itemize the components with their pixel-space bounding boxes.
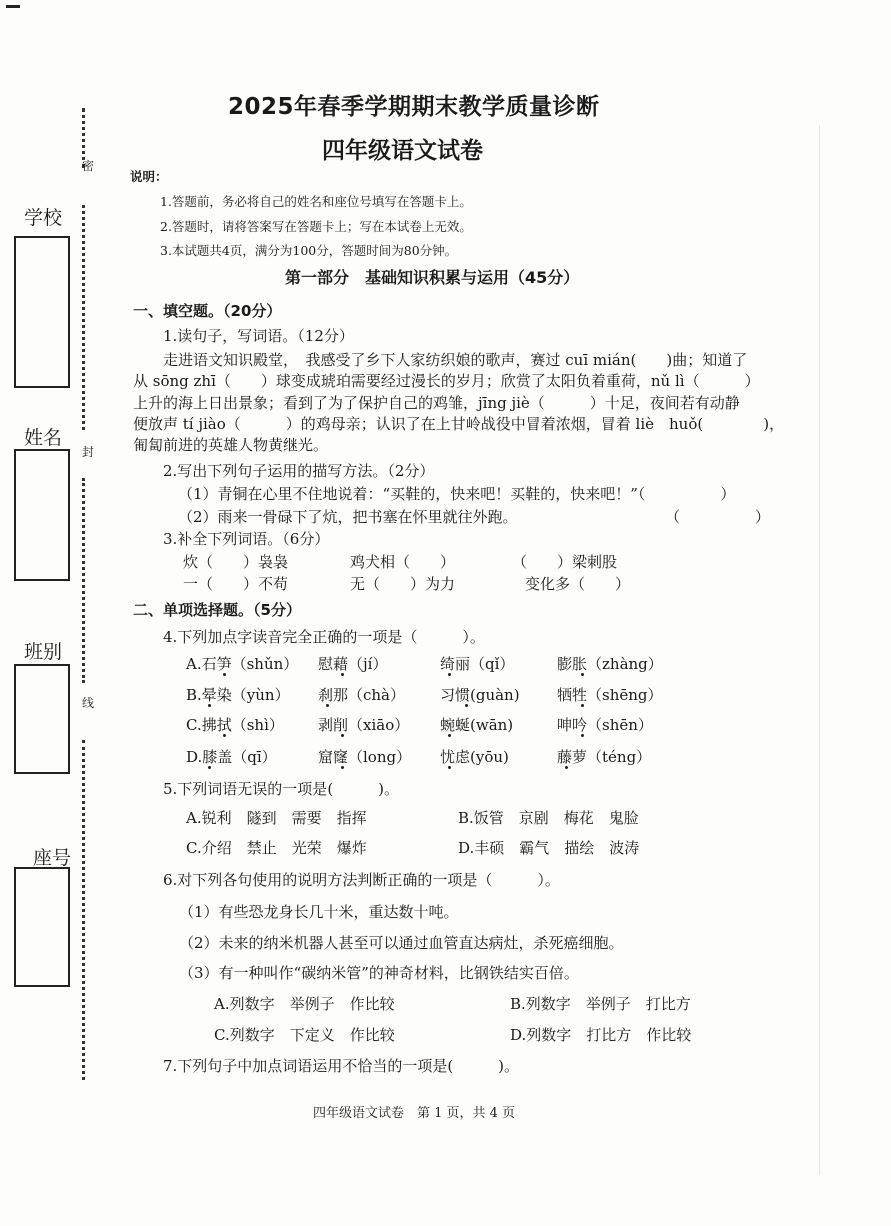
- q4-word: 膨胀（zhàng）: [557, 655, 663, 673]
- q1-text-line: 上升的海上日出景象；看到了为了保护自己的鸡雏，jīng jiè（ ）十足，夜间若有动静: [133, 394, 740, 412]
- emphasis-dot: [223, 673, 226, 676]
- q1-title: 1.读句子，写词语。（12分）: [163, 327, 354, 345]
- q1-text-line: 从 sōng zhī（ ）球变成琥珀需要经过漫长的岁月；欣赏了太阳负着重荷，nǔ lì（ ）: [133, 372, 760, 390]
- exam-subtitle: 四年级语文试卷: [322, 138, 483, 164]
- q4-word: 呻吟（shēn）: [557, 716, 653, 734]
- class-label: 班别: [24, 641, 63, 663]
- q4-word: 藤萝（téng）: [557, 748, 652, 766]
- name-label: 姓名: [24, 427, 63, 449]
- emphasis-dot: [341, 734, 344, 737]
- q4-word: 窟窿（long）: [318, 748, 412, 766]
- q4-word: 蜿蜒(wān): [440, 716, 514, 734]
- q3-title: 3.补全下列词语。（6分）: [163, 530, 330, 548]
- instructions-heading: 说明：: [130, 169, 168, 184]
- q4-word: 绮丽（qǐ）: [440, 655, 515, 673]
- q1-text-line: 匍匐前进的英雄人物黄继光。: [133, 436, 329, 454]
- emphasis-dot: [341, 673, 344, 676]
- seat-label: 座号: [33, 847, 72, 869]
- q4-word: 习惯(guàn): [440, 686, 520, 704]
- q6-option-b[interactable]: B.列数字 举例子 打比方: [510, 995, 691, 1013]
- q6-option-d[interactable]: D.列数字 打比方 作比较: [510, 1026, 692, 1044]
- seal-char-mi: 密: [82, 159, 95, 173]
- q6-option-a[interactable]: A.列数字 举例子 作比较: [214, 995, 395, 1013]
- q5-title: 5.下列词语无误的一项是( )。: [163, 780, 400, 798]
- emphasis-dot: [581, 673, 584, 676]
- emphasis-dot: [341, 766, 344, 769]
- emphasis-dot: [565, 766, 568, 769]
- class-box[interactable]: [14, 664, 70, 774]
- q6-title: 6.对下列各句使用的说明方法判断正确的一项是（ ）。: [163, 871, 560, 889]
- q2-sentence-1: （1）青铜在心里不住地说着：“买鞋的，快来吧！买鞋的，快来吧！”（ ）: [178, 485, 736, 503]
- q6-sentence: （3）有一种叫作“碳纳米管”的神奇材料，比钢铁结实百倍。: [179, 964, 579, 982]
- idiom-item[interactable]: （ ）梁刺股: [512, 553, 618, 571]
- q4-word: 剥削（xiāo）: [318, 716, 410, 734]
- seal-dotted-line: [82, 740, 85, 1080]
- idiom-item[interactable]: 炊（ ）袅袅: [183, 553, 289, 571]
- seal-dotted-line: [82, 478, 85, 683]
- emphasis-dot: [581, 734, 584, 737]
- q4-title: 4.下列加点字读音完全正确的一项是（ ）。: [163, 628, 485, 646]
- name-box[interactable]: [14, 449, 70, 581]
- emphasis-dot: [448, 734, 451, 737]
- instruction-item: 1.答题前，务必将自己的姓名和座位号填写在答题卡上。: [160, 194, 472, 209]
- q2-answer-blank[interactable]: （ ）: [665, 508, 771, 526]
- q4-word: 刹那（chà）: [318, 686, 406, 704]
- q2-sentence-2: （2）雨来一骨碌下了炕，把书塞在怀里就往外跑。: [178, 508, 518, 526]
- emphasis-dot: [208, 766, 211, 769]
- q1-text-line: 走进语文知识殿堂， 我感受了乡下人家纺织娘的歌声，赛过 cuī mián( )曲；知道了: [163, 351, 748, 369]
- emphasis-dot: [208, 704, 211, 707]
- part1-heading: 第一部分 基础知识积累与运用（45分）: [285, 268, 580, 287]
- q4-option-c[interactable]: C.拂拭（shì）: [186, 716, 284, 734]
- seal-char-feng: 封: [82, 445, 95, 459]
- page-edge-line: [819, 125, 820, 1175]
- section1-heading: 一、填空题。（20分）: [133, 302, 282, 320]
- seal-char-xian: 线: [82, 696, 95, 710]
- q4-option-d[interactable]: D.膝盖（qī）: [186, 748, 277, 766]
- idiom-item[interactable]: 变化多（ ）: [525, 575, 631, 593]
- emphasis-dot: [465, 704, 468, 707]
- seat-box[interactable]: [14, 867, 70, 987]
- corner-mark: [6, 5, 20, 8]
- q4-option-a[interactable]: A.石笋（shǔn）: [186, 655, 299, 673]
- idiom-item[interactable]: 鸡犬相（ ）: [350, 553, 456, 571]
- q4-option-b[interactable]: B.晕染（yùn）: [186, 686, 290, 704]
- q5-option-d[interactable]: D.丰硕 霸气 描绘 波涛: [458, 839, 640, 857]
- q5-option-a[interactable]: A.锐利 隧到 需要 指挥: [186, 809, 367, 827]
- q6-sentence: （2）未来的纳米机器人甚至可以通过血管直达病灶，杀死癌细胞。: [179, 934, 624, 952]
- exam-title: 2025年春季学期期末教学质量诊断: [228, 94, 600, 120]
- q5-option-c[interactable]: C.介绍 禁止 光荣 爆炸: [186, 839, 367, 857]
- q4-word: 忧虑(yōu): [440, 748, 509, 766]
- idiom-item[interactable]: 无（ ）为力: [350, 575, 456, 593]
- q7-title: 7.下列句子中加点词语运用不恰当的一项是( )。: [163, 1057, 520, 1075]
- q2-title: 2.写出下列句子运用的描写方法。（2分）: [163, 462, 435, 480]
- section2-heading: 二、单项选择题。（5分）: [133, 601, 301, 619]
- page-footer: 四年级语文试卷 第 1 页，共 4 页: [313, 1106, 516, 1121]
- school-label: 学校: [24, 207, 63, 229]
- emphasis-dot: [448, 673, 451, 676]
- instruction-item: 2.答题时，请将答案写在答题卡上；写在本试卷上无效。: [160, 219, 472, 234]
- q6-option-c[interactable]: C.列数字 下定义 作比较: [214, 1026, 395, 1044]
- emphasis-dot: [223, 734, 226, 737]
- q1-text-line: 便放声 tí jiào（ ）的鸡母亲；认识了在上甘岭战役中冒着浓烟，冒着 liè huǒ( )，: [133, 415, 785, 433]
- school-box[interactable]: [14, 236, 70, 388]
- idiom-item[interactable]: 一（ ）不苟: [183, 575, 289, 593]
- q4-word: 牺牲（shēng）: [557, 686, 663, 704]
- seal-dotted-line: [82, 205, 85, 430]
- q5-option-b[interactable]: B.饭管 京剧 梅花 鬼脸: [458, 809, 639, 827]
- emphasis-dot: [326, 704, 329, 707]
- instruction-item: 3.本试题共4页，满分为100分，答题时间为80分钟。: [160, 243, 458, 258]
- q4-word: 慰藉（jí）: [318, 655, 388, 673]
- emphasis-dot: [448, 766, 451, 769]
- q6-sentence: （1）有些恐龙身长几十米，重达数十吨。: [179, 903, 459, 921]
- emphasis-dot: [581, 704, 584, 707]
